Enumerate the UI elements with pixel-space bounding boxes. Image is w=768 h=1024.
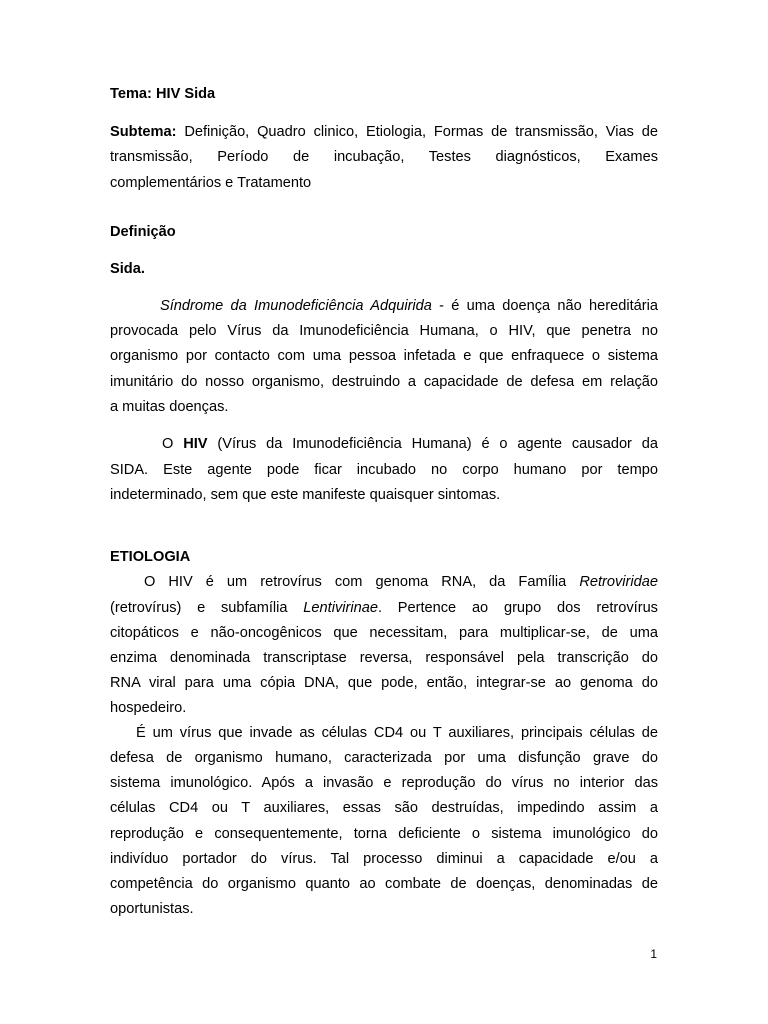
tema-value: HIV Sida (155, 86, 216, 102)
subtema-line-2: transmissão, Período de incubação, Testes diagnósticos, Exames (110, 149, 658, 165)
etiologia-p2-line-8: oportunistas. (110, 901, 194, 917)
etiologia-p1-line-5: RNA viral para uma cópia DNA, que pode, então, integrar-se ao genoma do (110, 675, 658, 691)
etiologia-p1-line-4: enzima denominada transcriptase reversa, responsável pela transcrição do (110, 650, 658, 666)
definicao-p1-line-1 (160, 296, 658, 316)
etiologia-p2-line-2: defesa de organismo humano, caracterizada por uma disfunção grave do (110, 750, 658, 766)
definicao-p2-bold: HIV (183, 436, 208, 452)
etiologia-p2-line-3: sistema imunológico. Após a invasão e reprodução do vírus no interior das (110, 775, 658, 791)
definicao-p2-text-1: (Vírus da Imunodeficiência Humana) é o agente causador da (207, 436, 658, 452)
etiologia-p2-line-4: células CD4 ou T auxiliares, essas são destruídas, impedindo assim a (110, 800, 658, 816)
definicao-p1-line-2: provocada pelo Vírus da Imunodeficiência Humana, o HIV, que penetra no (110, 323, 658, 339)
definicao-p1-line-4: imunitário do nosso organismo, destruindo a capacidade de defesa em relação (110, 374, 658, 390)
subtema-line-1 (110, 122, 658, 142)
definicao-p1-line-5: a muitas doenças. (110, 399, 229, 415)
etiologia-p1-text-2b: . Pertence ao grupo dos retrovírus (377, 600, 658, 616)
etiologia-p1-text-1: O HIV é um retrovírus com genoma RNA, da Família (144, 574, 580, 590)
etiologia-p1-line-3: citopáticos e não-oncogênicos que necessitam, para multiplicar-se, de uma (110, 625, 658, 641)
etiologia-p1-text-2a: (retrovírus) e subfamília (110, 600, 304, 616)
definicao-p2-pre: O (162, 436, 184, 452)
etiologia-p1-line-6: hospedeiro. (110, 700, 187, 716)
etiologia-p2-line-7: competência do organismo quanto ao combate de doenças, denominadas de (110, 876, 658, 892)
etiologia-p2-line-1: É um vírus que invade as células CD4 ou T auxiliares, principais células de (136, 725, 658, 741)
subtema-text-1: Definição, Quadro clinico, Etiologia, Formas de transmissão, Vias de (184, 124, 658, 140)
etiologia-p1-line-1 (144, 572, 658, 592)
tema-label: Tema: (110, 86, 152, 102)
subheading-sida: Sida. (110, 261, 145, 277)
subtema-label: Subtema: (110, 124, 177, 140)
definicao-p2-line-1 (162, 434, 658, 454)
section-heading-etiologia: ETIOLOGIA (110, 549, 191, 565)
definicao-p2-line-2: SIDA. Este agente pode ficar incubado no corpo humano por tempo (110, 462, 658, 478)
page-number: 1 (650, 947, 657, 961)
definicao-p2-line-3: indeterminado, sem que este manifeste quaisquer sintomas. (110, 487, 501, 503)
etiologia-p2-line-5: reprodução e consequentemente, torna deficiente o sistema imunológico do (110, 826, 658, 842)
definicao-p1-text-1: - é uma doença não hereditária (431, 298, 658, 314)
etiologia-p2-line-6: indivíduo portador do vírus. Tal processo diminui a capacidade e/ou a (110, 851, 658, 867)
subtema-line-3: complementários e Tratamento (110, 175, 312, 191)
tema-line (110, 84, 658, 104)
definicao-p1-line-3: organismo por contacto com uma pessoa infetada e que enfraquece o sistema (110, 348, 658, 364)
section-heading-definicao: Definição (110, 224, 176, 240)
etiologia-p1-line-2 (110, 598, 658, 618)
definicao-p1-italic: Síndrome da Imunodeficiência Adquirida (160, 298, 432, 314)
etiologia-p1-italic-family: Retroviridae (579, 574, 658, 590)
etiologia-p1-italic-subfamily: Lentivirinae (303, 600, 378, 616)
